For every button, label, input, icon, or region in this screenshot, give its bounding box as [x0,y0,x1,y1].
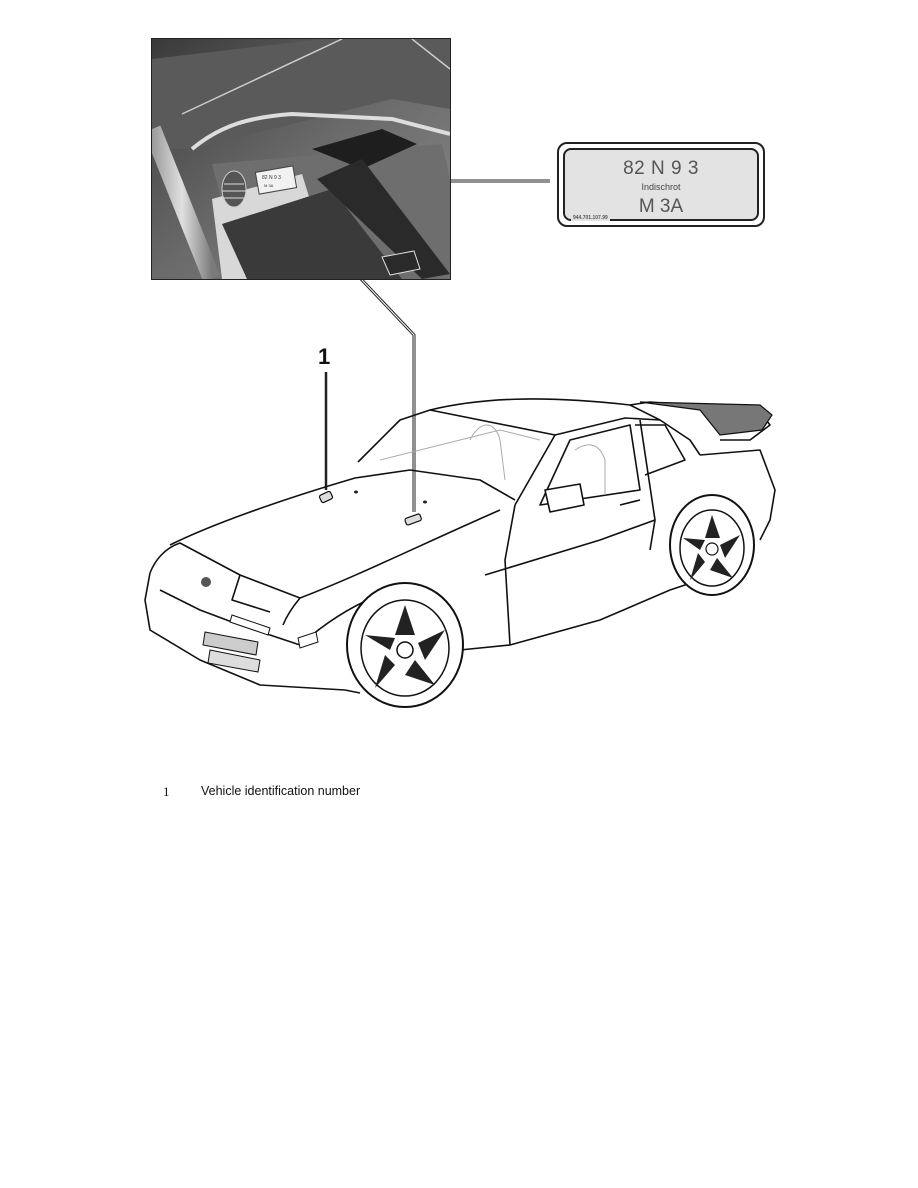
legend-item-number: 1 [163,784,170,799]
data-label-location-marker [404,513,421,525]
paint-name: Indischrot [641,182,681,192]
label-part-number: 944.701.107.99 [573,215,608,221]
callout-number-1: 1 [318,344,331,369]
front-wheel [347,583,463,707]
inset-detail-photo [151,38,451,280]
paint-code: 82 N 9 3 [623,158,699,179]
label-plate-face [563,148,759,221]
vehicle-data-label [557,142,765,227]
vin-location-marker [319,491,333,503]
legend-item-text: Vehicle identification number [201,784,361,798]
rear-wheel [670,495,754,595]
figure-legend [163,784,360,800]
svg-text:82 N 9 3: 82 N 9 3 [262,175,281,181]
svg-text:M 3A: M 3A [264,183,274,188]
trim-code: M 3A [638,196,684,217]
